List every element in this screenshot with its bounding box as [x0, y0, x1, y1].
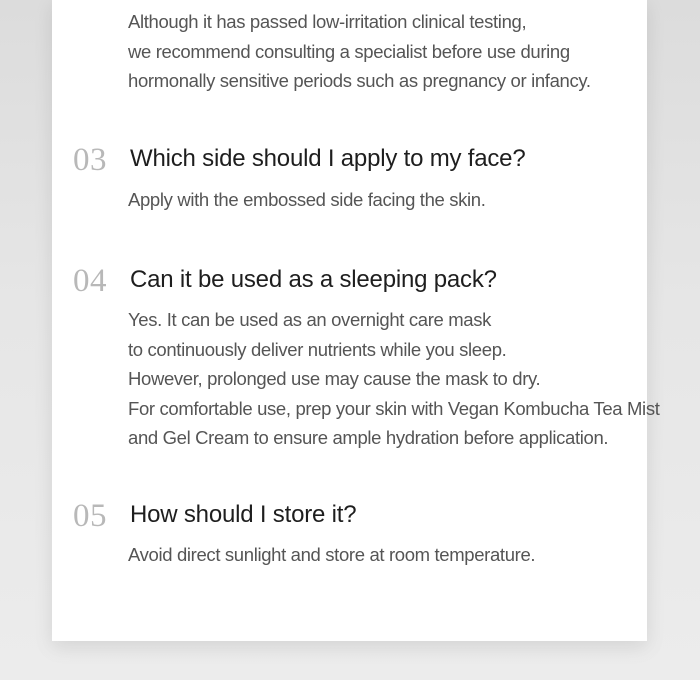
faq-answer-line: to continuously deliver nutrients while you sleep. [128, 338, 507, 360]
faq-answer-05 [128, 540, 535, 570]
faq-answer-line: Although it has passed low-irritation clinical testing, [128, 11, 527, 32]
faq-answer-line: For comfortable use, prep your skin with Vegan Kombucha Tea Mist [128, 397, 660, 419]
faq-question-04: Can it be used as a sleeping pack? [130, 266, 497, 293]
faq-question-03: Which side should I apply to my face? [130, 145, 526, 172]
faq-answer-line: However, prolonged use may cause the mask to dry. [128, 368, 541, 389]
faq-answer-line: we recommend consulting a specialist before use during [128, 40, 570, 62]
faq-answer-line: Yes. It can be used as an overnight care mask [128, 309, 492, 330]
faq-answer-04 [128, 305, 660, 453]
faq-answer-line: Apply with the embossed side facing the skin. [128, 189, 486, 210]
faq-answer-line: and Gel Cream to ensure ample hydration before application. [128, 427, 609, 448]
faq-answer-03 [128, 185, 486, 215]
faq-answer-line: hormonally sensitive periods such as pregnancy or infancy. [128, 70, 591, 91]
faq-number-04: 04 [73, 263, 107, 299]
faq-question-05: How should I store it? [130, 501, 357, 528]
faq-number-03: 03 [73, 142, 107, 178]
faq-answer-02 [128, 7, 591, 96]
faq-number-05: 05 [73, 498, 107, 534]
faq-card [52, 0, 660, 641]
faq-answer-line: Avoid direct sunlight and store at room temperature. [128, 544, 536, 565]
